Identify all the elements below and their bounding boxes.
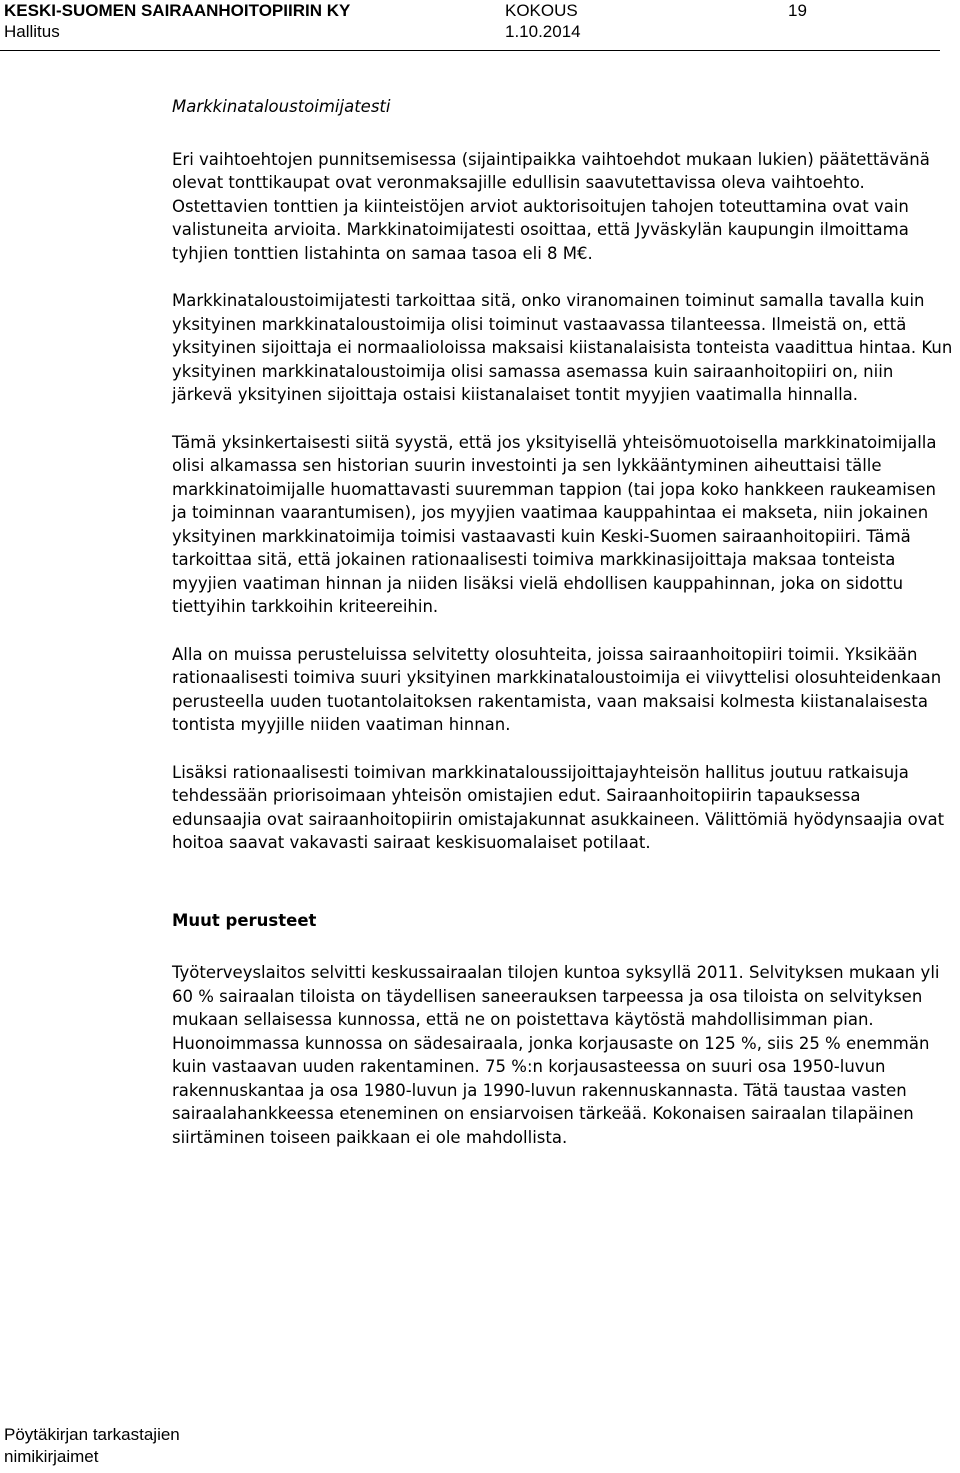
- section-heading: Muut perusteet: [172, 910, 317, 930]
- header-divider: [0, 50, 940, 51]
- page-footer: [4, 1424, 180, 1468]
- paragraph: Alla on muissa perusteluissa selvitetty olosuhteita, joissa sairaanhoitopiiri toimii. Yksikään rationaalisesti toimiva suuri yksityinen markkinataloustoimija ei viivyttelisi olosuhteidenkaan perusteella uuden tuotantolaitoksen rakentamista, vaan maksaisi kolmesta kiistanalaisesta tontista myyjille niiden vaatiman hinnan.: [172, 644, 942, 734]
- paragraph: Työterveyslaitos selvitti keskussairaalan tilojen kuntoa syksyllä 2011. Selvityksen mukaan yli 60 % sairaalan tiloista on täydellisen saneerauksen tarpeessa ja osa tiloista on selvityksen mukaan sellaisessa kunnossa, että ne on poistettava käytöstä mahdollisimman pian. Huonoimmassa kunnossa on sädesairaala, jonka korjausaste on 125 %, siis 25 % enemmän kuin vastaavan uuden rakentaminen. 75 %:n korjausasteessa on suuri osa 1950-luvun rakennuskantaa ja osa 1980-luvun ja 1990-luvun rakennuskannasta. Tätä taustaa vasten sairaalahankkeessa eteneminen on ensiarvoisen tärkeää. Kokonaisen sairaalan tilapäinen siirtäminen toiseen paikkaan ei ole mahdollista.: [172, 963, 940, 1147]
- paragraph: Tämä yksinkertaisesti siitä syystä, että jos yksityisellä yhteisömuotoisella markkinatoimijalla olisi alkamassa sen historian suurin investointi ja sen lykkääntyminen aiheuttaisi tälle markkinatoimijalle huomattavasti suuremman tappion (tai jopa koko hankkeen raukeamisen ja toiminnan vaarantumisen), jos myyjien vaatimaa kauppahintaa ei makseta, niin jokainen yksityinen markkinatoimija toimisi vastaavasti kuin Keski-Suomen sairaanhoitopiiri. Tämä tarkoittaa sitä, että jokainen rationaalisesti toimiva markkinasijoittaja maksaa tonteista myyjien vaatiman hinnan ja niiden lisäksi vielä ehdollisen kauppahinnan, joka on sidottu tiettyihin tarkkoihin kriteereihin.: [172, 432, 937, 616]
- document-body: [172, 95, 954, 1173]
- paragraph: Lisäksi rationaalisesti toimivan markkinataloussijoittajayhteisön hallitus joutuu ratkaisuja tehdessään priorisoimaan yhteisön omistajien edut. Sairaanhoitopiirin tapauksessa edunsaajia ovat sairaanhoitopiirin omistajakunnat asukkaineen. Välittömiä hyödynsaajia ovat hoitoa saavat vakavasti sairaat keskisuomalaiset potilaat.: [172, 762, 945, 852]
- footer-line: nimikirjaimet: [4, 1447, 99, 1466]
- paragraph: Markkinataloustoimijatesti tarkoittaa sitä, onko viranomainen toiminut samalla tavalla kuin yksityinen markkinataloustoimija olisi toiminut vastaavassa tilanteessa. Ilmeistä on, että yksityinen sijoittaja ei normaalioloissa maksaisi kiistanalaisista tonteista vaadittua hintaa. Kun yksityinen markkinataloustoimija olisi samassa asemassa kuin sairaanhoitopiiri on, niin järkevä yksityinen sijoittaja ostaisi kiistanalaiset tontit myyjien vaatimalla hinnalla.: [172, 291, 953, 404]
- meeting-date: 1.10.2014: [505, 22, 581, 41]
- footer-line: Pöytäkirjan tarkastajien: [4, 1425, 180, 1444]
- page-header: [0, 0, 960, 52]
- page-number: 19: [788, 1, 807, 20]
- organization-name: KESKI-SUOMEN SAIRAANHOITOPIIRIN KY: [4, 1, 351, 20]
- document-type: KOKOUS: [505, 1, 578, 20]
- section-title: Markkinataloustoimijatesti: [172, 97, 391, 116]
- governing-body: Hallitus: [4, 22, 60, 41]
- paragraph: Eri vaihtoehtojen punnitsemisessa (sijaintipaikka vaihtoehdot mukaan lukien) päätettävänä olevat tonttikaupat ovat veronmaksajille edullisin saavutettavissa oleva vaihtoehto. Ostettavien tonttien ja kiinteistöjen arviot auktorisoitujen tahojen toteuttamina ovat vain valistuneita arvioita. Markkinatoimijatesti osoittaa, että Jyväskylän kaupungin ilmoittama tyhjien tonttien listahinta on samaa tasoa eli 8 M€.: [172, 149, 930, 263]
